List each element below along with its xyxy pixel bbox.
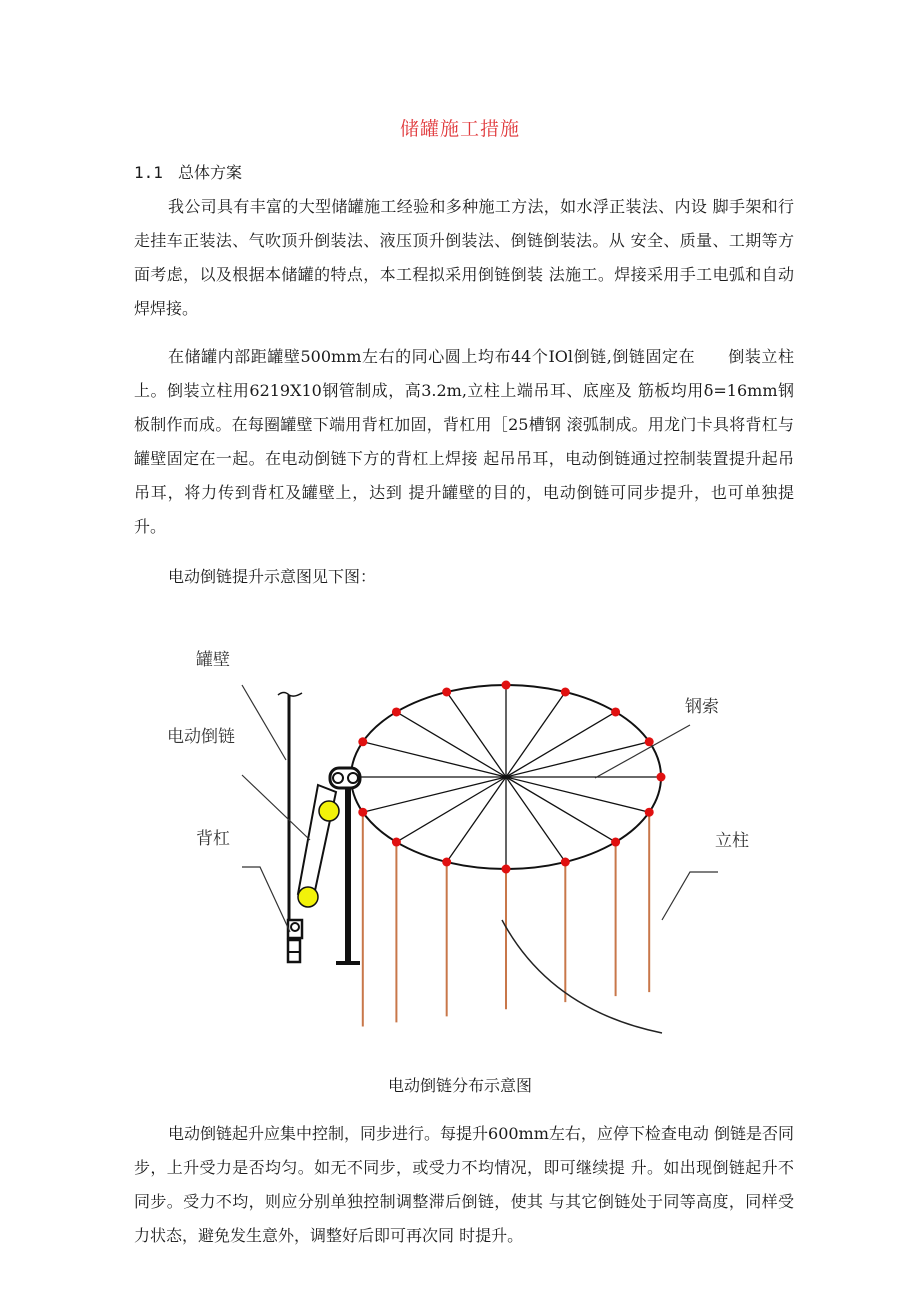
section-number: 1.1 bbox=[134, 163, 163, 182]
cable-spoke bbox=[396, 777, 506, 842]
hoist-point bbox=[561, 688, 570, 697]
paragraph-control: 电动倒链起升应集中控制，同步进行。每提升600mm左右，应停下检查电动 倒链是否同步，上升受力是否均匀。如无不同步，或受力不均情况，即可继续提 升。如出现倒链起升不同步。受力不均，则应分别单独控制调整滞后倒链，使其 与其它倒链处于同等高度，同样受力状态，避免发生意外，调整好后即可再次同 时提升。 bbox=[134, 1124, 794, 1245]
leader-hoist bbox=[242, 775, 310, 840]
cable-spoke bbox=[506, 777, 616, 842]
leader-back-bar bbox=[242, 867, 290, 932]
hoist-point bbox=[358, 737, 367, 746]
hoist-point bbox=[392, 838, 401, 847]
hoist-point bbox=[645, 808, 654, 817]
wall-arc bbox=[502, 920, 662, 1033]
paragraph-overview: 我公司具有丰富的大型储罐施工经验和多种施工方法，如水浮正装法、内设 脚手架和行走挂车正装法、气吹顶升倒装法、液压顶升倒装法、倒链倒装法。从 安全、质量、工期等方面考虑，以及根据本储罐的特点，本工程拟采用倒链倒装 法施工。焊接采用手工电弧和自动焊焊接。 bbox=[134, 197, 794, 318]
lower-pulley bbox=[298, 887, 318, 907]
paragraph-method: 在储罐内部距罐壁500mm左右的同心圆上均布44个IOl倒链,倒链固定在 倒装立柱上。倒装立柱用6219X10钢管制成，高3.2m,立柱上端吊耳、底座及 筋板均用δ=16mm钢板制作而成。在每圈罐壁下端用背杠加固，背杠用［25槽钢 滚弧制成。用龙门卡具将背杠与罐壁固定在一起。在电动倒链下方的背杠上焊接 起吊吊耳，电动倒链通过控制装置提升起吊吊耳，将力传到背杠及罐壁上，达到 提升罐壁的目的，电动倒链可同步提升，也可单独提升。 bbox=[134, 347, 794, 536]
label-steel-cable: 钢索 bbox=[685, 697, 719, 717]
hoist-point bbox=[561, 857, 570, 866]
top-pulley bbox=[333, 773, 343, 783]
hoist-point bbox=[657, 773, 666, 782]
hoist-point bbox=[502, 681, 511, 690]
leader-column bbox=[662, 872, 718, 920]
lug-ring bbox=[291, 923, 299, 931]
upper-pulley bbox=[319, 801, 339, 821]
hoist-point bbox=[442, 857, 451, 866]
section-title: 总体方案 bbox=[178, 163, 243, 182]
top-pulley-pin bbox=[348, 773, 358, 783]
label-column: 立柱 bbox=[715, 831, 749, 851]
paragraph-figure-intro: 电动倒链提升示意图见下图： bbox=[168, 567, 377, 586]
hoist-point bbox=[645, 737, 654, 746]
document-title: 储罐施工措施 bbox=[399, 118, 520, 140]
label-electric-hoist: 电动倒链 bbox=[167, 727, 235, 747]
label-back-bar: 背杠 bbox=[196, 829, 230, 849]
hoist-distribution-diagram bbox=[150, 640, 770, 1040]
label-tank-wall: 罐壁 bbox=[196, 650, 230, 670]
cable-spoke bbox=[506, 712, 616, 777]
hoist-point bbox=[442, 688, 451, 697]
hoist-point bbox=[611, 707, 620, 716]
hoist-point bbox=[611, 838, 620, 847]
section-heading bbox=[134, 160, 242, 183]
figure-caption: 电动倒链分布示意图 bbox=[387, 1076, 532, 1095]
tank-wall-top bbox=[278, 693, 302, 697]
hoist-point bbox=[358, 808, 367, 817]
cable-spoke bbox=[396, 712, 506, 777]
hoist-point bbox=[502, 865, 511, 874]
hoist-point bbox=[392, 707, 401, 716]
leader-tank-wall bbox=[242, 685, 286, 760]
